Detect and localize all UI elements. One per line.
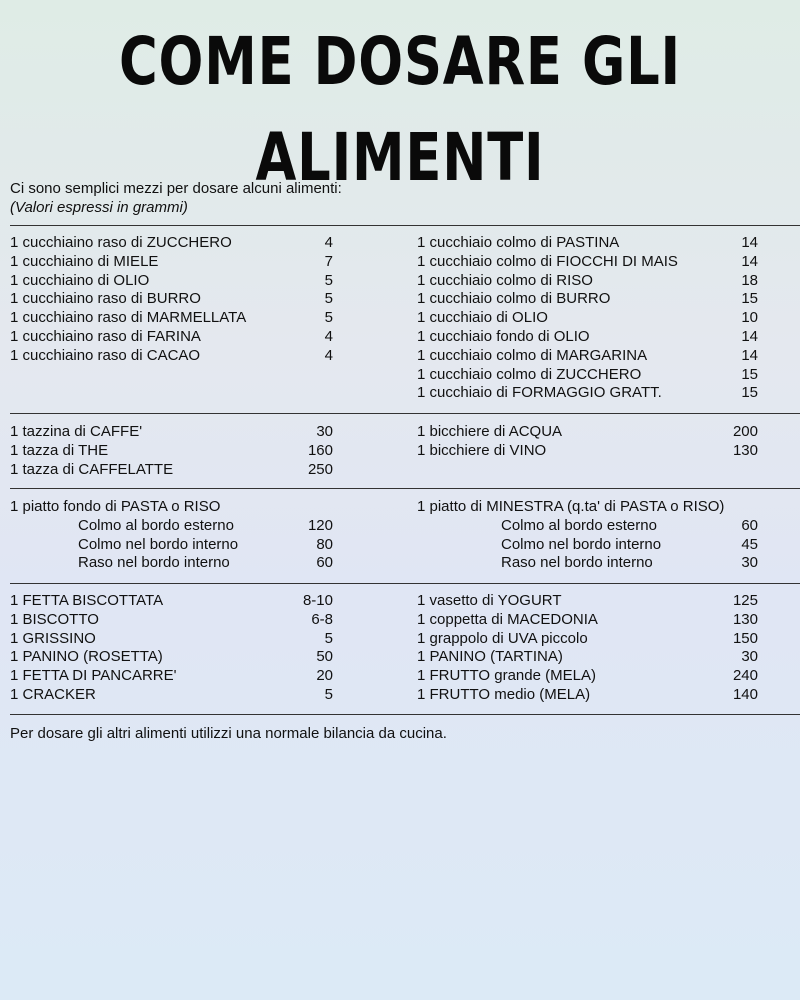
- item-value: 5: [324, 685, 333, 703]
- list-item: [10, 442, 333, 461]
- list-item: [417, 498, 758, 517]
- item-value: 8-10: [302, 592, 333, 609]
- item-value: 80: [316, 535, 333, 553]
- divider-2: [10, 413, 800, 414]
- list-item: [417, 648, 758, 667]
- item-label: 1 cucchiaio di FORMAGGIO GRATT.: [417, 384, 662, 402]
- item-value: 30: [741, 648, 758, 666]
- item-label: 1 cucchiaio colmo di PASTINA: [417, 234, 620, 251]
- item-label: 1 PANINO (TARTINA): [417, 648, 563, 666]
- list-item: [10, 272, 333, 291]
- list-item: [10, 648, 333, 667]
- list-item: [10, 423, 333, 442]
- item-value: 60: [741, 516, 758, 534]
- list-item: [10, 686, 333, 705]
- item-label: Colmo nel bordo interno: [78, 535, 239, 553]
- section-spoons-left: [10, 234, 333, 366]
- list-item: [417, 272, 758, 291]
- section-plates-left: [10, 498, 333, 573]
- list-item: [417, 517, 758, 536]
- item-label: 1 cucchiaio di OLIO: [417, 309, 548, 327]
- list-item: [10, 536, 333, 555]
- list-item: [417, 592, 758, 611]
- divider-4: [10, 583, 800, 584]
- item-label: 1 cucchiaino raso di ZUCCHERO: [10, 234, 232, 251]
- item-value: 125: [732, 592, 758, 609]
- divider-3: [10, 488, 800, 489]
- page-title: COME DOSARE GLI ALIMENTI: [119, 23, 681, 196]
- item-value: 6-8: [311, 610, 333, 628]
- item-label: 1 piatto fondo di PASTA o RISO: [10, 498, 221, 515]
- list-item: [10, 309, 333, 328]
- item-value: 130: [732, 610, 758, 628]
- list-item: [10, 234, 333, 253]
- intro-block: [10, 179, 342, 217]
- item-label: 1 tazza di THE: [10, 441, 109, 459]
- section-plates-right: [417, 498, 758, 573]
- item-value: 250: [307, 460, 333, 478]
- list-item: [417, 423, 758, 442]
- list-item: [417, 611, 758, 630]
- item-value: 200: [732, 423, 758, 440]
- item-value: 130: [732, 441, 758, 459]
- item-label: 1 coppetta di MACEDONIA: [417, 610, 598, 628]
- list-item: [10, 611, 333, 630]
- item-label: 1 cucchiaio fondo di OLIO: [417, 327, 590, 345]
- list-item: [417, 536, 758, 555]
- list-item: [10, 667, 333, 686]
- item-label: 1 cucchiaino raso di FARINA: [10, 327, 201, 345]
- item-label: Raso nel bordo interno: [78, 554, 230, 572]
- list-item: [10, 630, 333, 649]
- item-value: 160: [307, 441, 333, 459]
- list-item: [417, 253, 758, 272]
- item-label: 1 GRISSINO: [10, 629, 96, 647]
- item-value: 14: [741, 234, 758, 251]
- item-label: 1 piatto di MINESTRA (q.ta' di PASTA o RISO): [417, 498, 725, 515]
- item-label: 1 cucchiaino raso di MARMELLATA: [10, 309, 247, 327]
- item-label: 1 bicchiere di VINO: [417, 441, 547, 459]
- item-label: 1 PANINO (ROSETTA): [10, 648, 163, 666]
- item-label: 1 cucchiaio colmo di MARGARINA: [417, 346, 648, 364]
- item-value: 10: [741, 309, 758, 327]
- item-label: Colmo al bordo esterno: [78, 516, 234, 534]
- item-value: 15: [741, 384, 758, 402]
- item-value: 4: [324, 346, 333, 364]
- list-item: [10, 347, 333, 366]
- item-value: 4: [324, 327, 333, 345]
- list-item: [417, 554, 758, 573]
- item-label: 1 grappolo di UVA piccolo: [417, 629, 588, 647]
- item-label: 1 cucchiaio colmo di BURRO: [417, 290, 611, 308]
- item-value: 30: [316, 423, 333, 440]
- item-label: 1 BISCOTTO: [10, 610, 99, 628]
- list-item: [10, 290, 333, 309]
- list-item: [417, 686, 758, 705]
- section-cups-left: [10, 423, 333, 479]
- list-item: [417, 366, 758, 385]
- item-label: 1 tazza di CAFFELATTE: [10, 460, 174, 478]
- item-label: 1 cucchiaino raso di BURRO: [10, 290, 201, 308]
- item-value: 120: [307, 516, 333, 534]
- item-value: 4: [324, 234, 333, 251]
- item-label: 1 cucchiaio colmo di FIOCCHI DI MAIS: [417, 252, 678, 270]
- item-label: 1 cucchiaino raso di CACAO: [10, 346, 201, 364]
- list-item: [10, 253, 333, 272]
- item-label: Colmo al bordo esterno: [501, 516, 657, 534]
- item-value: 18: [741, 271, 758, 289]
- item-value: 15: [741, 365, 758, 383]
- item-value: 15: [741, 290, 758, 308]
- item-value: 50: [316, 648, 333, 666]
- item-label: 1 tazzina di CAFFE': [10, 423, 143, 440]
- item-value: 14: [741, 346, 758, 364]
- item-label: 1 cucchiaio colmo di RISO: [417, 271, 593, 289]
- item-label: 1 FETTA DI PANCARRE': [10, 667, 177, 685]
- item-value: 5: [324, 309, 333, 327]
- list-item: [417, 290, 758, 309]
- item-label: 1 FRUTTO medio (MELA): [417, 685, 591, 703]
- item-value: 14: [741, 252, 758, 270]
- item-value: 20: [316, 667, 333, 685]
- item-value: 5: [324, 271, 333, 289]
- item-label: 1 cucchiaio colmo di ZUCCHERO: [417, 365, 642, 383]
- item-label: 1 cucchiaino di OLIO: [10, 271, 150, 289]
- item-label: 1 FRUTTO grande (MELA): [417, 667, 596, 685]
- list-item: [10, 461, 333, 480]
- footer-note: Per dosare gli altri alimenti utilizzi una normale bilancia da cucina.: [10, 725, 447, 742]
- item-value: 5: [324, 629, 333, 647]
- divider-1: [10, 225, 800, 226]
- list-item: [417, 667, 758, 686]
- item-label: 1 cucchiaino di MIELE: [10, 252, 159, 270]
- item-value: 7: [324, 252, 333, 270]
- list-item: [417, 442, 758, 461]
- item-label: 1 FETTA BISCOTTATA: [10, 592, 164, 609]
- section-spoons-right: [417, 234, 758, 403]
- list-item: [10, 328, 333, 347]
- list-item: [417, 384, 758, 403]
- list-item: [417, 630, 758, 649]
- list-item: [10, 517, 333, 536]
- item-value: 60: [316, 554, 333, 572]
- list-item: [10, 498, 333, 517]
- item-value: 5: [324, 290, 333, 308]
- units-note: (Valori espressi in grammi): [10, 199, 188, 216]
- section-cups-right: [417, 423, 758, 461]
- item-value: 140: [732, 685, 758, 703]
- item-value: 30: [741, 554, 758, 572]
- intro-text: Ci sono semplici mezzi per dosare alcuni alimenti:: [10, 180, 342, 197]
- list-item: [417, 234, 758, 253]
- item-value: 150: [732, 629, 758, 647]
- list-item: [10, 554, 333, 573]
- item-label: Colmo nel bordo interno: [501, 535, 662, 553]
- item-value: 45: [741, 535, 758, 553]
- list-item: [417, 328, 758, 347]
- list-item: [417, 347, 758, 366]
- divider-5: [10, 714, 800, 715]
- section-pieces-right: [417, 592, 758, 705]
- item-label: Raso nel bordo interno: [501, 554, 653, 572]
- item-label: 1 CRACKER: [10, 685, 96, 703]
- item-label: 1 vasetto di YOGURT: [417, 592, 562, 609]
- list-item: [417, 309, 758, 328]
- item-value: 14: [741, 327, 758, 345]
- item-label: 1 bicchiere di ACQUA: [417, 423, 563, 440]
- list-item: [10, 592, 333, 611]
- section-pieces-left: [10, 592, 333, 705]
- item-value: 240: [732, 667, 758, 685]
